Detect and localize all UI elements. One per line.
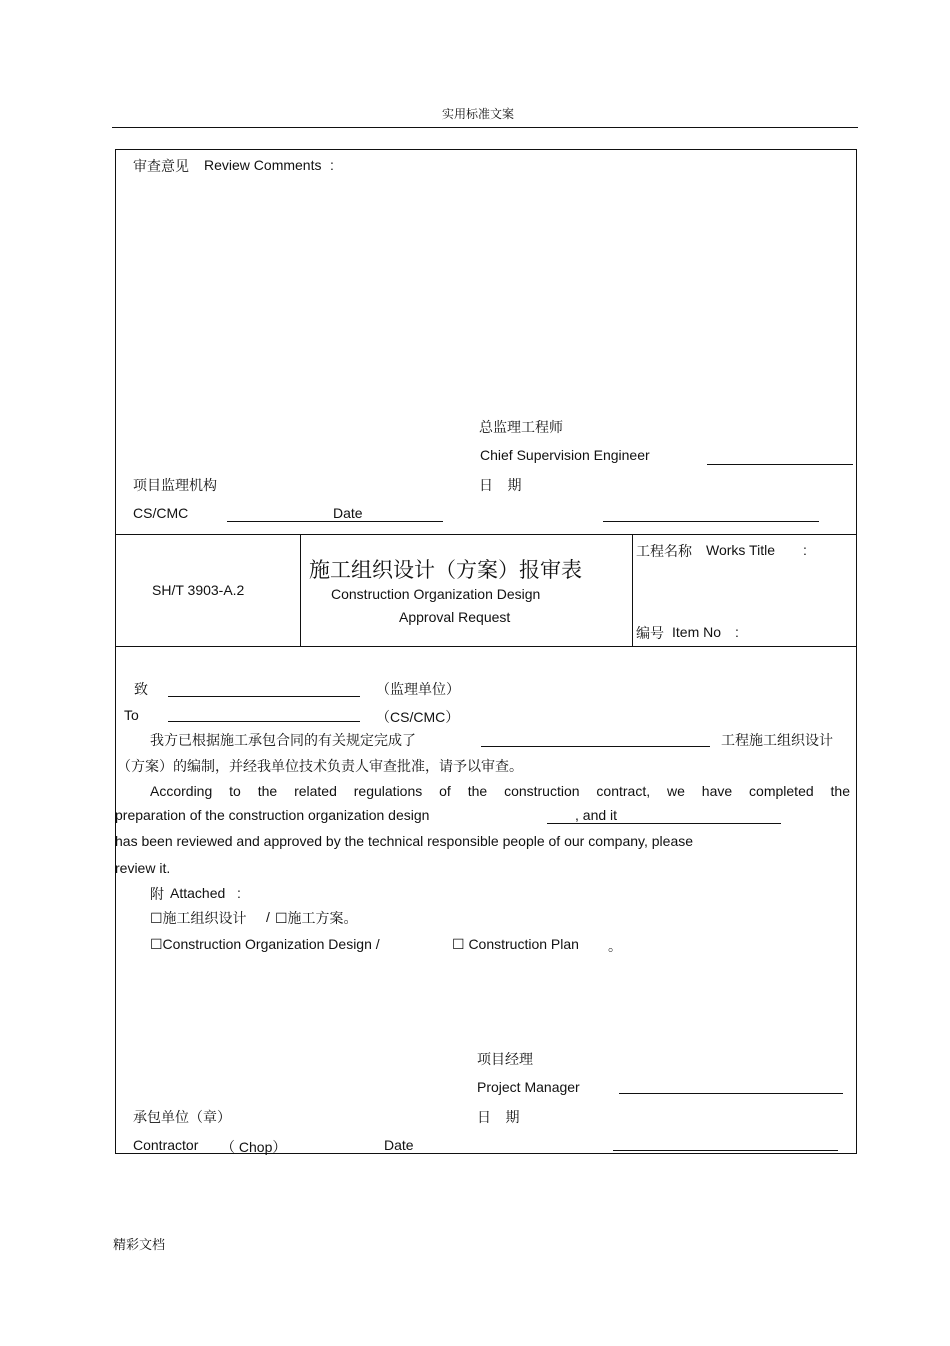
statement-en-line4: review it. xyxy=(115,860,171,876)
item-no-label-cn: 编号 xyxy=(636,626,664,642)
supervisor-unit-label-cn: （监理单位） xyxy=(376,682,460,698)
to-label-en: To xyxy=(124,707,139,723)
statement-cn-line2: （方案）的编制，并经我单位技术负责人审查批准，请予以审查。 xyxy=(117,759,523,775)
review-comments-label-cn: 审查意见 xyxy=(133,159,189,175)
statement-en-line2: preparation of the construction organization design xyxy=(115,807,430,823)
option-construction-design-cn[interactable]: ☐施工组织设计 xyxy=(150,911,247,927)
item-no-colon: : xyxy=(735,624,739,640)
form-code: SH/T 3903-A.2 xyxy=(152,582,245,598)
option-construction-design-en[interactable]: ☐Construction Organization Design / xyxy=(150,936,380,952)
page-header-title: 实用标准文案 xyxy=(442,107,515,121)
page-footer-text: 精彩文档 xyxy=(113,1238,166,1253)
to-recipient-line-cn[interactable] xyxy=(168,696,360,697)
chief-engineer-label-en: Chief Supervision Engineer xyxy=(480,447,650,463)
project-manager-label-cn: 项目经理 xyxy=(477,1052,533,1068)
review-comments-colon: : xyxy=(330,157,334,173)
option-separator: / xyxy=(266,909,270,925)
supervision-org-signature-line[interactable] xyxy=(227,521,443,522)
contractor-label-cn: 承包单位（章） xyxy=(133,1110,231,1126)
review-comments-label-en: Review Comments xyxy=(204,157,322,173)
design-name-line[interactable] xyxy=(547,823,781,824)
review-date-label-en: Date xyxy=(333,505,363,521)
project-manager-signature-line[interactable] xyxy=(619,1093,843,1094)
chief-engineer-signature-line[interactable] xyxy=(707,464,853,465)
to-label-cn: 致 xyxy=(134,682,148,698)
supervision-org-label-en: CS/CMC xyxy=(133,505,189,521)
option-construction-plan-en[interactable]: ☐ Construction Plan xyxy=(452,936,579,952)
statement-cn-line1: 我方已根据施工承包合同的有关规定完成了 xyxy=(150,733,416,749)
statement-en-line3: has been reviewed and approved by the technical responsible people of our company, please xyxy=(115,833,694,849)
statement-en-line1: According to the related regulations of the construction contract, we have completed the xyxy=(150,783,850,799)
form-header-divider-left xyxy=(300,534,301,647)
works-title-label-cn: 工程名称 xyxy=(636,544,692,560)
attached-label-cn: 附 xyxy=(150,887,164,903)
statement-cn-line1-tail: 工程施工组织设计 xyxy=(721,733,833,749)
option-construction-plan-cn[interactable]: ☐施工方案。 xyxy=(275,911,358,927)
works-title-colon: : xyxy=(803,542,807,558)
contractor-date-line[interactable] xyxy=(613,1150,838,1151)
attached-colon: : xyxy=(237,885,241,901)
works-title-label-en: Works Title xyxy=(706,542,775,558)
form-title-en-line2: Approval Request xyxy=(399,609,511,625)
review-date-label-cn: 日 期 xyxy=(479,478,522,494)
form-title-cn: 施工组织设计（方案）报审表 xyxy=(309,558,582,582)
review-date-line[interactable] xyxy=(603,521,819,522)
form-header-divider-right xyxy=(632,534,633,647)
chop-label-en: （ Chop） xyxy=(221,1139,287,1155)
form-title-en-line1: Construction Organization Design xyxy=(331,586,541,602)
contractor-label-en: Contractor xyxy=(133,1137,199,1153)
contractor-date-label-cn: 日 期 xyxy=(477,1110,520,1126)
item-no-label-en: Item No xyxy=(672,624,722,640)
project-manager-label-en: Project Manager xyxy=(477,1079,580,1095)
supervision-org-label-cn: 项目监理机构 xyxy=(133,478,217,494)
contractor-date-label-en: Date xyxy=(384,1137,414,1153)
chief-engineer-label-cn: 总监理工程师 xyxy=(479,420,563,436)
header-rule xyxy=(112,127,858,128)
submission-body-section xyxy=(115,646,857,1154)
supervisor-unit-label-en: （CS/CMC） xyxy=(376,709,460,725)
project-name-line[interactable] xyxy=(481,746,710,747)
to-recipient-line-en[interactable] xyxy=(168,721,360,722)
attached-label-en: Attached xyxy=(170,885,226,901)
statement-en-line2-tail: , and it xyxy=(575,807,618,823)
option-end-mark: 。 xyxy=(608,939,622,955)
